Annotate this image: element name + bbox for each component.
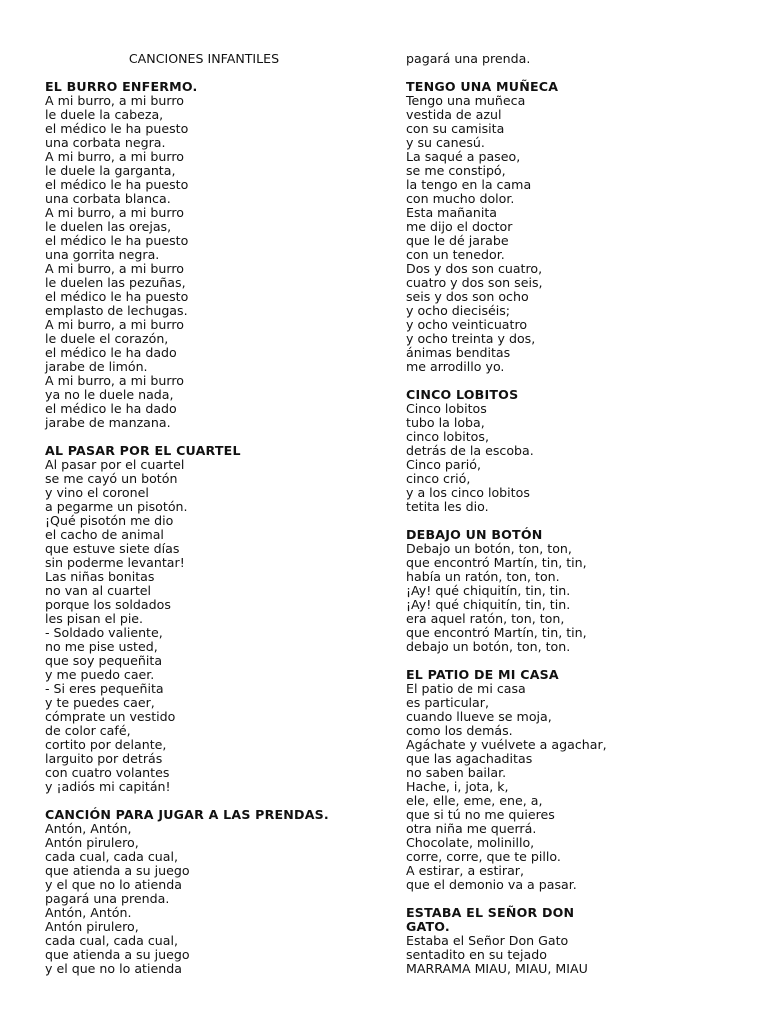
verse-line: A mi burro, a mi burro bbox=[45, 373, 184, 388]
verse-line: detrás de la escoba. bbox=[406, 443, 534, 458]
song-section bbox=[406, 668, 736, 892]
verse-line: A mi burro, a mi burro bbox=[45, 317, 184, 332]
verse-line: El patio de mi casa bbox=[406, 681, 526, 696]
verse-line: que encontró Martín, tin, tin, bbox=[406, 555, 587, 570]
verse-line: larguito por detrás bbox=[45, 751, 163, 766]
verse-line: con un tenedor. bbox=[406, 247, 505, 262]
verse-line: le duelen las orejas, bbox=[45, 219, 172, 234]
verse-line: el cacho de animal bbox=[45, 527, 164, 542]
song-section bbox=[45, 80, 375, 430]
verse-line: cada cual, cada cual, bbox=[45, 933, 178, 948]
right-songs bbox=[406, 80, 736, 976]
verse-line: Antón, Antón, bbox=[45, 821, 132, 836]
verse-line: y vino el coronel bbox=[45, 485, 149, 500]
verse-line: se me cayó un botón bbox=[45, 471, 178, 486]
verse-line: jarabe de manzana. bbox=[45, 415, 171, 430]
verse-line: y ocho veinticuatro bbox=[406, 317, 528, 332]
verse-line: y ocho dieciséis; bbox=[406, 303, 511, 318]
verse-line: y ¡adiós mi capitán! bbox=[45, 779, 171, 794]
verse-line: Chocolate, molinillo, bbox=[406, 835, 535, 850]
verse-line: le duele la cabeza, bbox=[45, 107, 164, 122]
verse-line: Antón, Antón. bbox=[45, 905, 132, 920]
song-title: CINCO LOBITOS bbox=[406, 387, 519, 402]
verse-line: y a los cinco lobitos bbox=[406, 485, 530, 500]
verse-line: A mi burro, a mi burro bbox=[45, 205, 184, 220]
verse-line: como los demás. bbox=[406, 723, 513, 738]
verse-line: cómprate un vestido bbox=[45, 709, 176, 724]
verse-line: vestida de azul bbox=[406, 107, 502, 122]
verse-line: con su camisita bbox=[406, 121, 505, 136]
verse-line: Antón pirulero, bbox=[45, 835, 139, 850]
verse-line: seis y dos son ocho bbox=[406, 289, 529, 304]
verse-line: que estuve siete días bbox=[45, 541, 180, 556]
verse-line: sin poderme levantar! bbox=[45, 555, 185, 570]
verse-line: tetita les dio. bbox=[406, 499, 489, 514]
verse-line: jarabe de limón. bbox=[45, 359, 148, 374]
song-section bbox=[45, 808, 375, 976]
song-title: EL PATIO DE MI CASA bbox=[406, 667, 559, 682]
verse-line: MARRAMA MIAU, MIAU, MIAU bbox=[406, 961, 588, 976]
verse-line: me dijo el doctor bbox=[406, 219, 513, 234]
verse-line: la tengo en la cama bbox=[406, 177, 532, 192]
verse-line: que le dé jarabe bbox=[406, 233, 509, 248]
verse-line: Estaba el Señor Don Gato bbox=[406, 933, 569, 948]
verse-line: cinco crió, bbox=[406, 471, 471, 486]
song-title: ESTABA EL SEÑOR DON bbox=[406, 905, 575, 920]
verse-line: y me puedo caer. bbox=[45, 667, 155, 682]
verse-line: y el que no lo atienda bbox=[45, 961, 182, 976]
verse-line: ¡Ay! qué chiquitín, tin, tin. bbox=[406, 583, 571, 598]
verse-line: el médico le ha puesto bbox=[45, 121, 189, 136]
verse-line: Las niñas bonitas bbox=[45, 569, 155, 584]
verse-line: sentadito en su tejado bbox=[406, 947, 547, 962]
verse-line: cuatro y dos son seis, bbox=[406, 275, 543, 290]
song-title: DEBAJO UN BOTÓN bbox=[406, 527, 543, 542]
verse-line: había un ratón, ton, ton. bbox=[406, 569, 560, 584]
verse-line: cortito por delante, bbox=[45, 737, 167, 752]
song-section bbox=[45, 444, 375, 794]
verse-line: y ocho treinta y dos, bbox=[406, 331, 536, 346]
verse-line: Tengo una muñeca bbox=[406, 93, 526, 108]
verse-line: con mucho dolor. bbox=[406, 191, 515, 206]
verse-line: Antón pirulero, bbox=[45, 919, 139, 934]
left-songs bbox=[45, 80, 375, 976]
verse-line: pagará una prenda. bbox=[45, 891, 170, 906]
verse-line: que atienda a su juego bbox=[45, 863, 190, 878]
verse-line: pagará una prenda. bbox=[406, 51, 531, 66]
verse-line: se me constipó, bbox=[406, 163, 506, 178]
verse-line: a pegarme un pisotón. bbox=[45, 499, 188, 514]
verse-line: - Si eres pequeñita bbox=[45, 681, 164, 696]
verse-line: con cuatro volantes bbox=[45, 765, 170, 780]
verse-line: Al pasar por el cuartel bbox=[45, 457, 185, 472]
verse-line: otra niña me querrá. bbox=[406, 821, 537, 836]
song-title: EL BURRO ENFERMO. bbox=[45, 79, 198, 94]
verse-line: Debajo un botón, ton, ton, bbox=[406, 541, 572, 556]
verse-line: le duele la garganta, bbox=[45, 163, 176, 178]
verse-line: y el que no lo atienda bbox=[45, 877, 182, 892]
song-section bbox=[406, 80, 736, 374]
verse-line: ánimas benditas bbox=[406, 345, 511, 360]
verse-line: Esta mañanita bbox=[406, 205, 497, 220]
right-column bbox=[406, 52, 736, 976]
verse-line: que atienda a su juego bbox=[45, 947, 190, 962]
verse-line: me arrodillo yo. bbox=[406, 359, 505, 374]
verse-line: que si tú no me quieres bbox=[406, 807, 555, 822]
verse-line: Agáchate y vuélvete a agachar, bbox=[406, 737, 607, 752]
verse-line: le duelen las pezuñas, bbox=[45, 275, 186, 290]
verse-line: de color café, bbox=[45, 723, 131, 738]
verse-line: ¡Ay! qué chiquitín, tin, tin. bbox=[406, 597, 571, 612]
verse-line: cinco lobitos, bbox=[406, 429, 489, 444]
verse-line: una corbata negra. bbox=[45, 135, 166, 150]
verse-line: ele, elle, eme, ene, a, bbox=[406, 793, 543, 808]
verse-line: La saqué a paseo, bbox=[406, 149, 521, 164]
verse-line: el médico le ha dado bbox=[45, 345, 177, 360]
verse-line: una gorrita negra. bbox=[45, 247, 160, 262]
verse-line: que las agachaditas bbox=[406, 751, 533, 766]
song-section bbox=[406, 528, 736, 654]
continued-lines bbox=[406, 52, 736, 66]
verse-line: no saben bailar. bbox=[406, 765, 507, 780]
verse-line: A estirar, a estirar, bbox=[406, 863, 524, 878]
verse-line: y te puedes caer, bbox=[45, 695, 155, 710]
left-column bbox=[45, 52, 375, 976]
song-title-continued: GATO. bbox=[406, 919, 450, 934]
verse-line: que el demonio va a pasar. bbox=[406, 877, 577, 892]
document-title: CANCIONES INFANTILES bbox=[128, 51, 280, 66]
song-section bbox=[406, 388, 736, 514]
verse-line: que encontró Martín, tin, tin, bbox=[406, 625, 587, 640]
verse-line: tubo la loba, bbox=[406, 415, 485, 430]
verse-line: que soy pequeñita bbox=[45, 653, 163, 668]
verse-line: es particular, bbox=[406, 695, 489, 710]
verse-line: Cinco lobitos bbox=[406, 401, 487, 416]
verse-line: el médico le ha puesto bbox=[45, 233, 189, 248]
verse-line: Cinco parió, bbox=[406, 457, 482, 472]
song-title: CANCIÓN PARA JUGAR A LAS PRENDAS. bbox=[45, 807, 329, 822]
song-title: AL PASAR POR EL CUARTEL bbox=[45, 443, 241, 458]
verse-line: el médico le ha puesto bbox=[45, 177, 189, 192]
verse-line: les pisan el pie. bbox=[45, 611, 144, 626]
verse-line: A mi burro, a mi burro bbox=[45, 93, 184, 108]
verse-line: cada cual, cada cual, bbox=[45, 849, 178, 864]
verse-line: una corbata blanca. bbox=[45, 191, 171, 206]
verse-line: era aquel ratón, ton, ton, bbox=[406, 611, 565, 626]
verse-line: emplasto de lechugas. bbox=[45, 303, 188, 318]
verse-line: no van al cuartel bbox=[45, 583, 152, 598]
verse-line: ya no le duele nada, bbox=[45, 387, 174, 402]
verse-line: ¡Qué pisotón me dio bbox=[45, 513, 174, 528]
verse-line: - Soldado valiente, bbox=[45, 625, 163, 640]
verse-line: y su canesú. bbox=[406, 135, 485, 150]
song-title: TENGO UNA MUÑECA bbox=[406, 79, 559, 94]
verse-line: el médico le ha dado bbox=[45, 401, 177, 416]
verse-line: Dos y dos son cuatro, bbox=[406, 261, 543, 276]
verse-line: A mi burro, a mi burro bbox=[45, 261, 184, 276]
verse-line: el médico le ha puesto bbox=[45, 289, 189, 304]
verse-line: corre, corre, que te pillo. bbox=[406, 849, 561, 864]
song-section bbox=[406, 906, 736, 976]
verse-line: le duele el corazón, bbox=[45, 331, 169, 346]
verse-line: Hache, i, jota, k, bbox=[406, 779, 509, 794]
verse-line: debajo un botón, ton, ton. bbox=[406, 639, 571, 654]
verse-line: A mi burro, a mi burro bbox=[45, 149, 184, 164]
verse-line: porque los soldados bbox=[45, 597, 171, 612]
verse-line: cuando llueve se moja, bbox=[406, 709, 552, 724]
verse-line: no me pise usted, bbox=[45, 639, 158, 654]
